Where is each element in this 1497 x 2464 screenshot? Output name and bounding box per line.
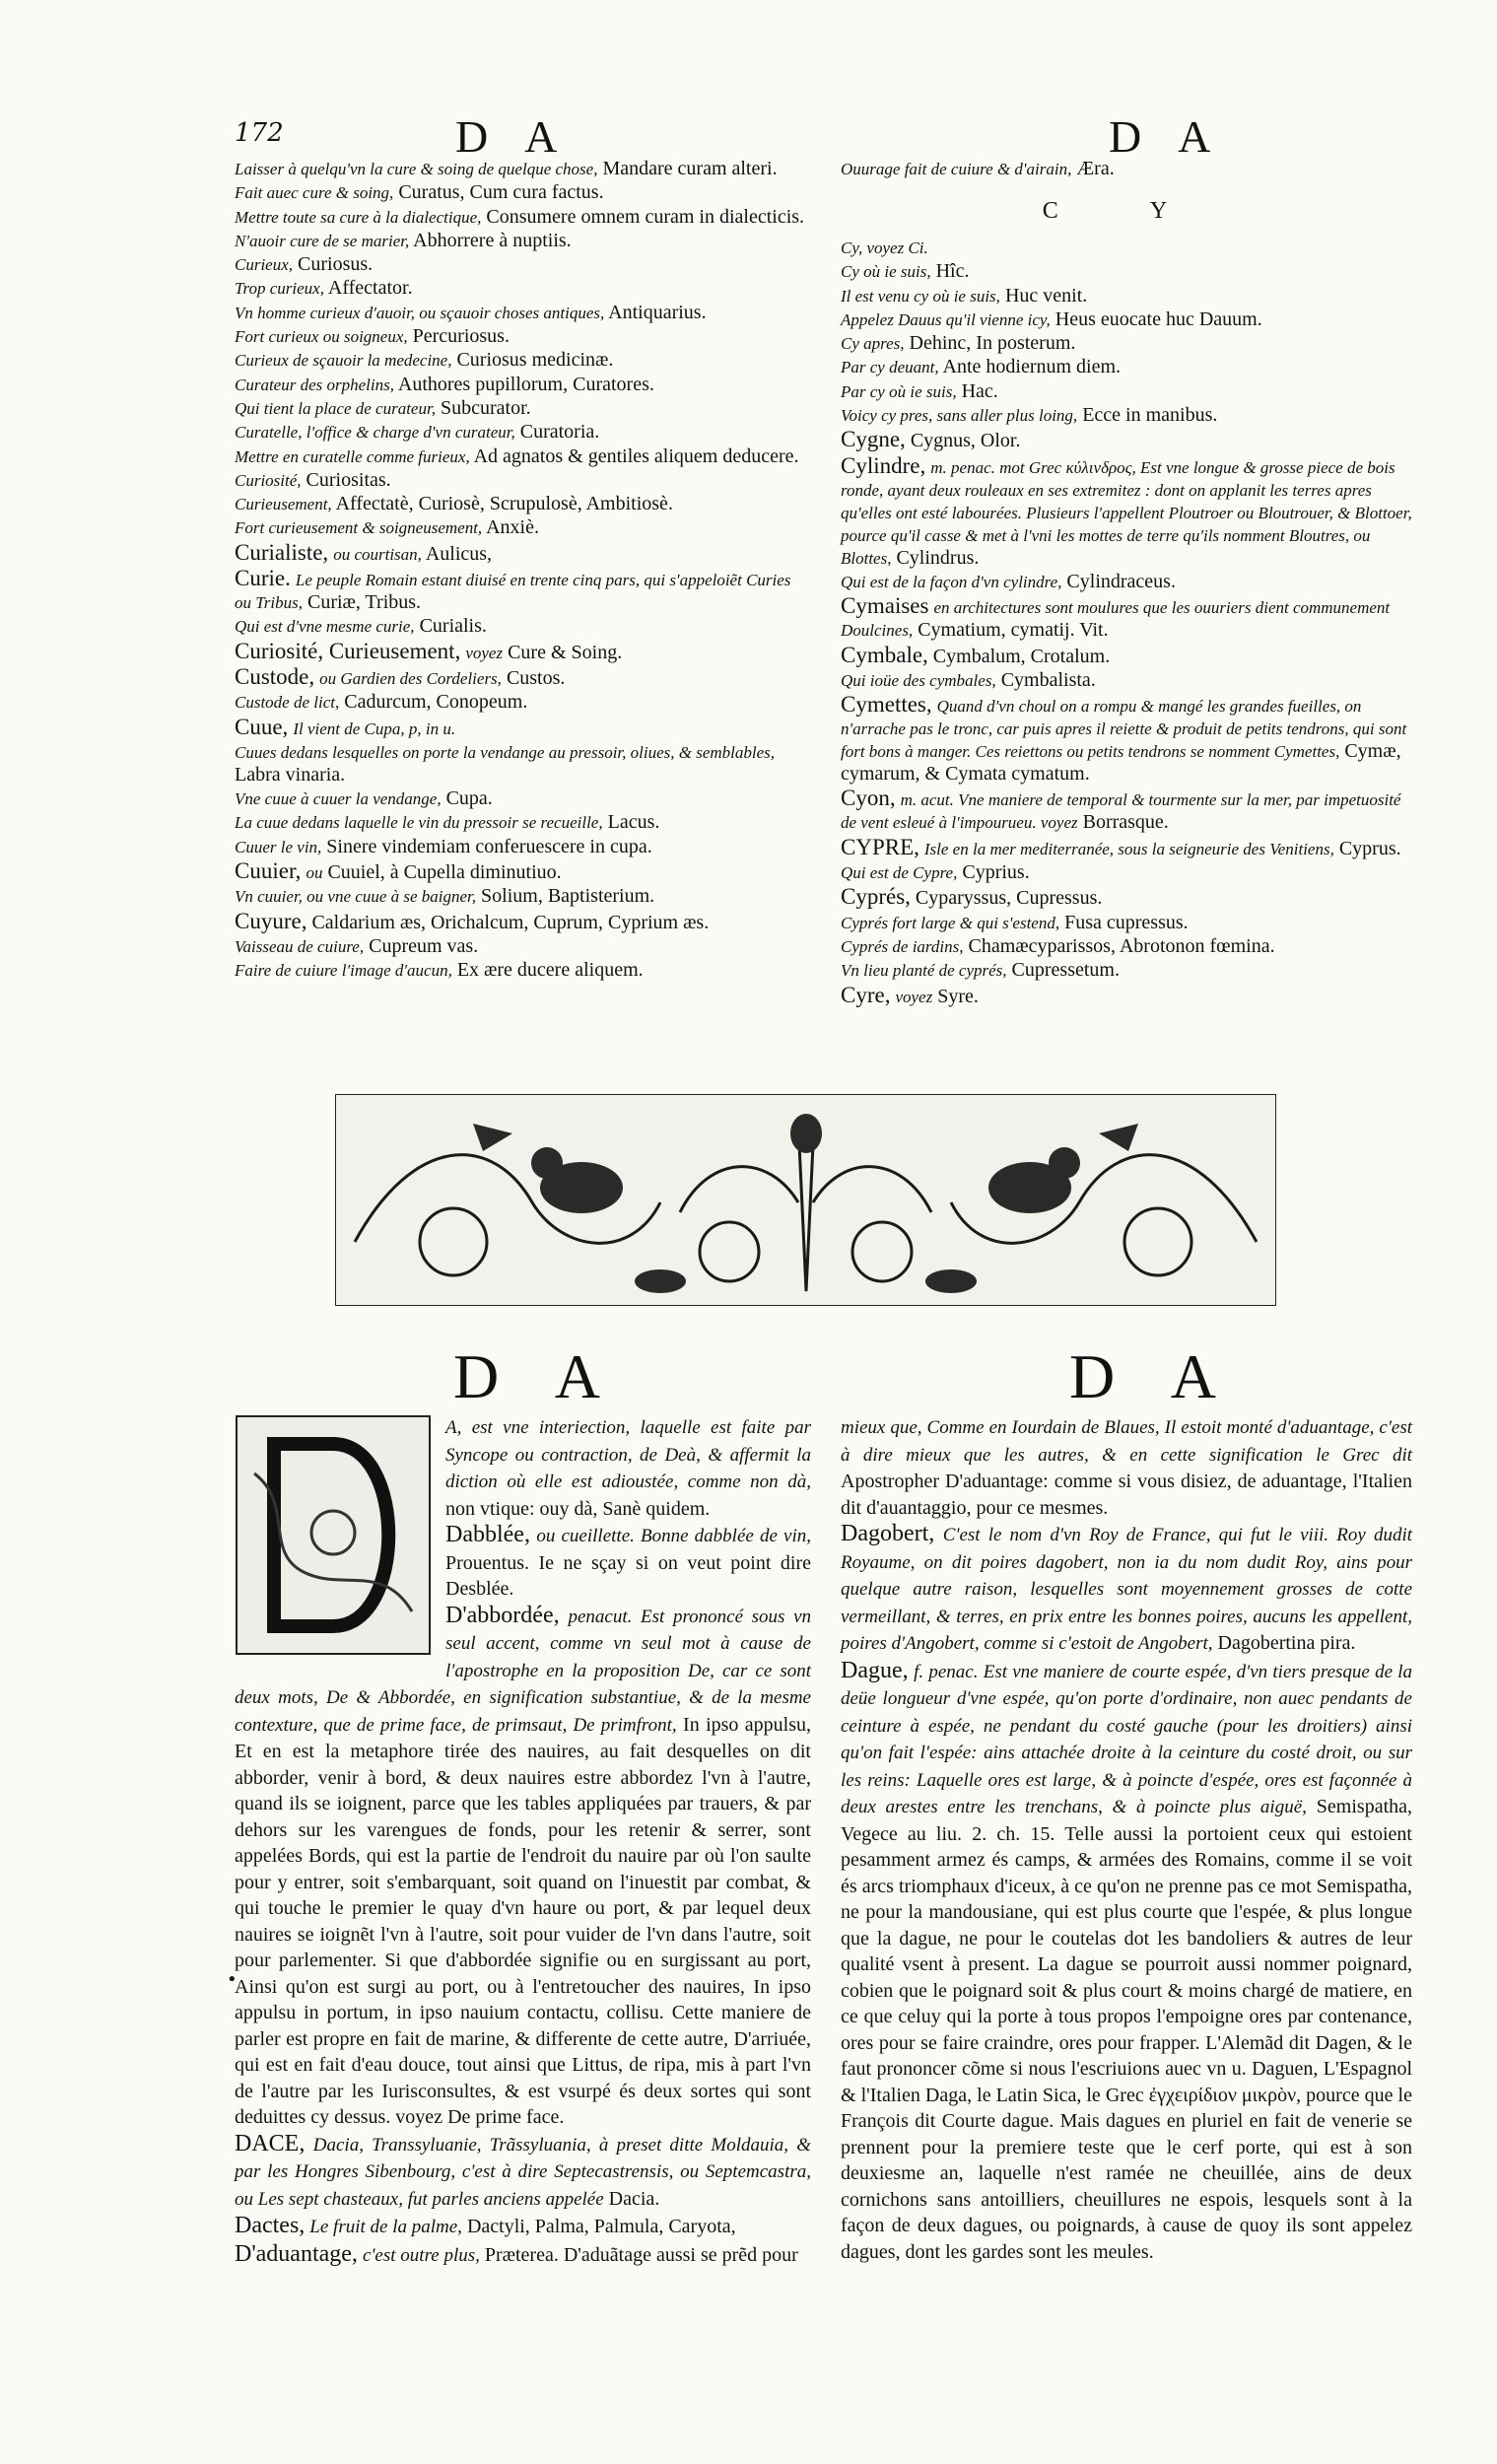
entry-latin-text: Cymbalista. xyxy=(1000,668,1096,691)
ornamental-band-image xyxy=(335,1094,1276,1306)
entry-latin-text: Ex ære ducere aliquem. xyxy=(456,959,644,982)
dictionary-entry xyxy=(235,741,811,787)
section-head-da-right: D A xyxy=(1069,1341,1238,1411)
entry-latin-text: Huc venit. xyxy=(1004,284,1088,307)
entry-french-gloss: Qui ioüe des cymbales, xyxy=(841,670,996,690)
entry-latin-text: Cyprus. xyxy=(1338,837,1401,859)
entry-latin-text: Percuriosus. xyxy=(412,325,510,348)
entry-headword: Cyre, xyxy=(841,982,891,1007)
entry-latin-text: Custos. xyxy=(506,666,566,689)
entry-latin-text: Cylindrus. xyxy=(896,546,980,569)
dictionary-entry xyxy=(841,158,1412,180)
entry-latin-text: Cylindraceus. xyxy=(1066,570,1176,592)
entry-headword: Cymbale, xyxy=(841,642,928,667)
dictionary-entry xyxy=(841,285,1412,308)
entry-latin-text: Cupreum vas. xyxy=(369,934,479,957)
entry-latin-text: Curiosus. xyxy=(298,253,374,276)
entry-latin-text: Lacus. xyxy=(607,811,660,834)
entry-latin-text: Cure & Soing. xyxy=(508,641,623,663)
section-heading-cy: C Y xyxy=(1042,198,1211,224)
entry-latin-text: Æra. xyxy=(1076,158,1115,179)
entry-french-gloss: f. penac. Est vne maniere de courte espée, d'vn tiers presque de la deüe longueur d'vne espée, qu'on porte d'ordinaire, non auec pendants de ceinture à espée, ne pendant du costé gauche (pour les droitiers) ainsi qu'on fait l'espée: ains attachée droite à la ceinture du costé droit, ou sur les reins: Laquelle ores est large, & à poincte d'espée, ores est façonnée à deux arestes entre les trenchans, & à poincte plus aiguë, xyxy=(841,1661,1413,1817)
dictionary-entry xyxy=(235,1603,811,2131)
entry-french-gloss: Qui est d'vne mesme curie, xyxy=(235,617,415,637)
entry-french-gloss: Il est venu cy où ie suis, xyxy=(841,286,1000,306)
entry-french-gloss: Cy, voyez Ci. xyxy=(841,239,928,257)
dictionary-entry xyxy=(235,2213,811,2241)
entry-french-gloss: Fort curieusement & soigneusement, xyxy=(235,518,483,538)
dictionary-entry xyxy=(841,885,1412,910)
dictionary-entry xyxy=(235,910,811,934)
entry-french-gloss: voyez xyxy=(895,987,933,1006)
dictionary-entry xyxy=(841,1658,1412,2266)
dictionary-entry xyxy=(235,253,811,276)
entry-french-gloss: Cy où ie suis, xyxy=(841,262,931,282)
entry-french-gloss: Mettre toute sa cure à la dialectique, xyxy=(235,207,482,227)
section-head-da-left: D A xyxy=(453,1341,622,1411)
entry-headword: Curialiste, xyxy=(235,539,329,565)
column-bottom-left xyxy=(235,1414,811,2269)
entry-french-gloss: ou Gardien des Cordeliers, xyxy=(319,668,502,688)
dictionary-entry xyxy=(235,469,811,492)
entry-latin-text: Dehinc, In posterum. xyxy=(909,332,1076,355)
entry-headword: Cymettes, xyxy=(841,692,932,718)
entry-headword: CYPRE, xyxy=(841,834,919,859)
entry-french-gloss: Le fruit de la palme, xyxy=(309,2217,462,2237)
dictionary-entry xyxy=(235,541,811,566)
dictionary-entry xyxy=(235,691,811,714)
entry-french-gloss: La cuue dedans laquelle le vin du pressoir se recueille, xyxy=(235,813,603,833)
dictionary-entry xyxy=(841,428,1412,452)
entry-latin-text: Heus euocate huc Dauum. xyxy=(1055,308,1262,330)
entry-french-gloss: Vaisseau de cuiure, xyxy=(235,936,365,956)
entry-latin-text: non vtique: ouy dà, Sanè quidem. xyxy=(445,1497,711,1520)
entry-headword: Cuue, xyxy=(235,714,289,739)
entry-latin-text: Dacia. xyxy=(608,2187,660,2210)
dictionary-entry xyxy=(235,493,811,515)
entry-french-gloss: Cyprés fort large & qui s'estend, xyxy=(841,913,1060,932)
entry-latin-text: Cygnus, Olor. xyxy=(910,430,1021,452)
entry-latin-text: Affectatè, Curiosè, Scrupulosè, Ambitiosè. xyxy=(335,493,673,515)
dictionary-entry xyxy=(235,302,811,324)
entry-latin-text: Syre. xyxy=(937,985,979,1007)
entry-latin-text: Curatus, Cum cura factus. xyxy=(398,181,604,204)
entry-french-gloss: Il vient de Cupa, p, in u. xyxy=(293,719,456,738)
dictionary-entry xyxy=(235,885,811,908)
dictionary-entry xyxy=(235,665,811,690)
dictionary-entry xyxy=(841,1414,1412,1521)
entry-french-gloss: Vn cuuier, ou vne cuue à se baigner, xyxy=(235,887,477,907)
entry-headword: D'aduantage, xyxy=(235,2240,358,2267)
dictionary-entry xyxy=(235,421,811,444)
entry-french-gloss: Appelez Dauus qu'il vienne icy, xyxy=(841,309,1051,329)
entry-french-gloss: Curiosité, xyxy=(235,470,302,490)
entry-french-gloss: ou xyxy=(306,863,323,883)
dictionary-entry xyxy=(235,445,811,468)
entry-latin-text: Apostropher D'aduantage: comme si vous disiez, de aduantage, l'Italien dit d'auantaggio, pour ce mesmes. xyxy=(841,1471,1412,1519)
entry-latin-text: Cyprius. xyxy=(962,861,1030,884)
entry-latin-text: Ad agnatos & gentiles aliquem deducere. xyxy=(473,445,799,467)
entry-latin-text: Hîc. xyxy=(935,260,970,283)
dictionary-entry xyxy=(235,640,811,664)
entry-headword: Cygne, xyxy=(841,427,906,452)
entry-latin-text: Anxiè. xyxy=(486,516,539,539)
entry-french-gloss: Fort curieux ou soigneux, xyxy=(235,327,408,347)
entries-continued xyxy=(841,158,1412,180)
entry-headword: Cyon, xyxy=(841,786,896,811)
dictionary-entry xyxy=(841,594,1412,642)
entry-latin-text: Curiæ, Tribus. xyxy=(306,591,422,614)
entry-french-gloss: Curatelle, l'office & charge d'vn curateur, xyxy=(235,423,515,443)
dictionary-entry xyxy=(235,935,811,958)
entry-french-gloss: Fait auec cure & soing, xyxy=(235,183,394,203)
dictionary-entry xyxy=(235,397,811,420)
entry-french-gloss: Dacia, Transsyluanie, Trãssyluania, à preset ditte Moldauia, & par les Hongres Sibenbourg, c'est à dire Septecastrensis, ou Septemcastra, ou Les sept chasteaux, fut parles anciens appelée xyxy=(235,2134,811,2210)
entry-latin-text: Curiositas. xyxy=(306,468,391,491)
dictionary-entry xyxy=(841,571,1412,593)
entry-headword: DACE, xyxy=(235,2130,306,2156)
entry-latin-text: Consumere omnem curam in dialecticis. xyxy=(486,205,805,228)
entry-french-gloss: Voicy cy pres, sans aller plus loing, xyxy=(841,406,1078,426)
dictionary-entry xyxy=(841,454,1412,570)
entry-latin-text: Authores pupillorum, Curatores. xyxy=(397,373,654,395)
dictionary-entry xyxy=(235,716,811,740)
entry-french-gloss: Par cy où ie suis, xyxy=(841,381,957,401)
entry-headword: Cuuier, xyxy=(235,858,302,884)
entry-latin-text: In ipso appulsu, Et en est la metaphore tirée des nauires, au fait desquelles on dit abborder, venir à bord, & deux nauires estre abbordez l'vn à l'autre, quand ils se ioignent, parce que les tables appliquées par trauers, & par dehors sur les varengues de fonds, pour les retenir & serrer, sont appelées Bords, qui est la partie de l'endroit du nauire par où l'on saulte pour y entrer, soit s'embarquant, soit quand on l'inuestit par combat, & qui touche le premier le quay d'vn haure ou port, & par lequel deux nauires se ioignẽt l'vn à l'autre, soit pour vuider de l'vn dans l'autre, soit pour parlementer. Si que d'abbordée signifie ou en surgissant au port, Ainsi qu'on est surgi au port, ou à l'entretoucher des nauires, In ipso appulsu in portum, in ipso nauium contactu, collisu. Cette maniere de parler est propre en fait de marine, & differente de cette autre, D'arriuée, qui est en fait d'eau douce, tout ainsi que Littus, de ripa, mis à part l'vn de l'autre par les Iurisconsultes, & est vsurpé és deux sortes qui sont deduittes cy dessus. voyez De prime face. xyxy=(235,1713,812,2128)
dictionary-entry xyxy=(235,859,811,884)
entry-headword: Cymaises xyxy=(841,593,929,619)
entry-french-gloss: Cyprés de iardins, xyxy=(841,936,964,956)
dictionary-entry xyxy=(235,836,811,858)
dictionary-entry xyxy=(841,693,1412,786)
entry-french-gloss: C'est le nom d'vn Roy de France, qui fut le viii. Roy dudit Royaume, on dit poires dagobert, non ia du nom dudit Roy, ains pour quelque autre raison, lesquelles sont moyennement grosses de cotte vermeillant, & terres, en prix entre les bonnes poires, aucuns les appellent, poires d'Angobert, comme si c'estoit de Angobert, xyxy=(841,1525,1413,1654)
entry-french-gloss: A, est vne interiection, laquelle est faite par Syncope ou contraction, de Deà, & affermit la diction où elle est adioustée, comme non dà, xyxy=(445,1417,811,1492)
entry-latin-text: Fusa cupressus. xyxy=(1064,911,1189,933)
dictionary-entry xyxy=(841,356,1412,378)
dictionary-entry xyxy=(235,811,811,834)
entry-headword: Cuyure, xyxy=(235,908,307,933)
entry-french-gloss: Qui tient la place de curateur, xyxy=(235,398,436,418)
entry-latin-text: Cymæ, cymarum, & Cymata cymatum. xyxy=(841,740,1401,786)
dictionary-entry xyxy=(235,374,811,396)
entries-cy xyxy=(841,237,1412,1008)
entry-latin-text: Ecce in manibus. xyxy=(1082,404,1218,427)
dictionary-entry xyxy=(235,2131,811,2214)
decorated-initial-d-image xyxy=(235,1414,432,1656)
entry-french-gloss: m. penac. mot Grec κύλινδρος, Est vne longue & grosse piece de bois ronde, ayant deux rouleaux en ses extremitez : dont on applanit les terres apres qu'elles ont esté labourées. Plusieurs l'appellent Ploutroer ou Bloutrouer, & Blottoer, pource qu'il casse & met à l'vni les mottes de terre qu'ils nomment Bloutres, ou Blottes, xyxy=(841,457,1412,568)
entry-latin-text: Cuuiel, à Cupella diminutiuo. xyxy=(327,861,562,884)
column-top-right xyxy=(841,158,1412,1009)
entry-french-gloss: c'est outre plus, xyxy=(362,2244,480,2266)
entry-latin-text: Curiosus medicinæ. xyxy=(456,349,614,372)
dictionary-entry xyxy=(841,984,1412,1008)
dictionary-entry xyxy=(235,325,811,348)
entry-latin-text: Caldarium æs, Orichalcum, Cuprum, Cyprium æs. xyxy=(311,911,710,933)
entry-latin-text: Mandare curam alteri. xyxy=(602,158,778,179)
dictionary-entry xyxy=(841,1521,1412,1658)
entry-french-gloss: ou cueillette. Bonne dabblée de vin, xyxy=(536,1526,811,1546)
entry-latin-text: Solium, Baptisterium. xyxy=(481,885,655,908)
dictionary-entry xyxy=(235,567,811,614)
dictionary-entry xyxy=(235,277,811,300)
entry-french-gloss: Vn homme curieux d'auoir, ou sçauoir choses antiques, xyxy=(235,303,605,322)
dictionary-entry xyxy=(841,861,1412,884)
entry-french-gloss: mieux que, Comme en Iourdain de Blaues, Il estoit monté d'aduantage, c'est à dire mieux que les autres, & en cette signification le Grec dit xyxy=(841,1417,1412,1466)
entry-headword: Cyprés, xyxy=(841,884,911,910)
dictionary-entry xyxy=(841,836,1412,860)
dictionary-entry xyxy=(235,206,811,229)
entry-latin-text: Borrasque. xyxy=(1082,811,1169,834)
entry-french-gloss: N'auoir cure de se marier, xyxy=(235,231,410,250)
entry-latin-text: Antiquarius. xyxy=(608,301,707,323)
entry-headword: Dactes, xyxy=(235,2213,306,2238)
entry-latin-text: Ante hodiernum diem. xyxy=(942,356,1122,378)
column-top-left xyxy=(235,158,811,984)
entry-headword: Cylindre, xyxy=(841,452,926,478)
entry-latin-text: Dagobertina pira. xyxy=(1217,1632,1356,1654)
entry-latin-text: Hac. xyxy=(961,379,998,402)
entry-french-gloss: Faire de cuiure l'image d'aucun, xyxy=(235,961,452,981)
entry-french-gloss: Qui est de la façon d'vn cylindre, xyxy=(841,572,1062,591)
entry-french-gloss: Custode de lict, xyxy=(235,693,340,713)
dictionary-entry xyxy=(235,349,811,372)
entry-latin-text: Curatoria. xyxy=(519,421,600,444)
entry-latin-text: Curialis. xyxy=(419,615,487,638)
dictionary-entry xyxy=(235,230,811,252)
entry-latin-text: Affectator. xyxy=(327,277,413,300)
entry-latin-text: Cymatium, cymatij. Vit. xyxy=(918,619,1109,642)
entry-latin-text: Cupressetum. xyxy=(1011,959,1120,982)
entry-latin-text: Labra vinaria. xyxy=(235,763,346,786)
dictionary-entry xyxy=(841,260,1412,283)
dictionary-entry xyxy=(235,787,811,810)
margin-bullet: • xyxy=(227,1969,238,1990)
entry-latin-text: Aulicus, xyxy=(425,542,493,565)
entry-french-gloss: Trop curieux, xyxy=(235,279,324,299)
dictionary-entry xyxy=(841,380,1412,403)
running-head-left: D A xyxy=(455,111,572,162)
dictionary-entry xyxy=(841,669,1412,692)
entry-french-gloss: Mettre en curatelle comme furieux, xyxy=(235,446,470,466)
entry-french-gloss: ou courtisan, xyxy=(333,544,422,564)
dictionary-entry xyxy=(235,181,811,204)
entry-french-gloss: en architectures sont moulures que les ouuriers dient communement Doulcines, xyxy=(841,598,1391,641)
entry-latin-text: Cyparyssus, Cupressus. xyxy=(915,887,1103,910)
entry-latin-text: Semispatha, Vegece au liu. 2. ch. 15. Telle aussi la portoient ceux qui estoient pesamment armez és camps, & armées des Romains, comme il se voit és arcs triomphaux d'iceux, à ce qu'on ne prenne pas ce mot Semispatha, ne pour la mandousiane, qui est plus courte que l'espée, & plus longue que la dague, ne pour le coutelas dot les bandoliers & autres de leur qualité vsent à present. La dague se pourroit aussi nommer poignard, cobien que le poignard soit & plus court & moins chargé de matiere, en ce que celuy qui la porte à tous propos l'empoigne ores par contenance, ores pour se faire craindre, ores pour frapper. L'Alemãd dit Dagen, & le faut prononcer cõme si nous l'escriuions auec vn u. Daguen, L'Espagnol & l'Italien Daga, le Latin Sica, le Grec ἐγχειρίδιον μικρὸν, pource que le François dit Courte dague. Mais dagues en pluriel en fait de venerie se prennent pour la premiere teste que le cerf porte, qui est à son deuxiesme an, laquelle n'est ramée ne cheuillée, ains de deux cornichons sans antoilliers, cheuillures ne espois, lesquels sont à la façon de deux dagues, ou poignards, à cause de quoy ils sont appelez dagues, dont les gardes sont les meules. xyxy=(841,1796,1413,2263)
entry-french-gloss: Curieux, xyxy=(235,255,294,275)
dictionary-entry xyxy=(841,308,1412,331)
entry-french-gloss: penacut. Est prononcé sous vn seul accent, comme vn seul mot à cause de l'apostrophe en la proposition De, car ce sont deux mots, De & Abbordée, en signification substantiue, & de la mesme contexture, que de prime face, de primsaut, De primfront, xyxy=(235,1606,812,1736)
entry-french-gloss: voyez xyxy=(465,643,504,662)
dictionary-entry xyxy=(841,332,1412,355)
entry-french-gloss: Laisser à quelqu'vn la cure & soing de quelque chose, xyxy=(235,160,598,178)
dictionary-entry xyxy=(841,912,1412,934)
dictionary-entry xyxy=(235,615,811,638)
entry-french-gloss: Vn lieu planté de cyprés, xyxy=(841,961,1007,981)
dictionary-entry xyxy=(841,404,1412,427)
page-number: 172 xyxy=(235,118,284,148)
entry-latin-text: Cymbalum, Crotalum. xyxy=(932,645,1111,667)
dictionary-entry xyxy=(235,959,811,982)
entry-french-gloss: m. acut. Vne maniere de temporal & tourmente sur la mer, par impetuosité de vent esleué à l'impourueu. voyez xyxy=(841,790,1401,833)
entry-french-gloss: Cy apres, xyxy=(841,334,905,354)
entry-latin-text: Chamæcyparissos, Abrotonon fœmina. xyxy=(968,934,1275,957)
dictionary-entry xyxy=(841,959,1412,982)
entry-latin-text: Præterea. D'aduãtage aussi se prẽd pour xyxy=(484,2243,798,2266)
entry-headword: Curiosité, Curieusement, xyxy=(235,638,461,663)
entry-headword: D'abbordée, xyxy=(445,1602,560,1628)
entry-french-gloss: Cuuer le vin, xyxy=(235,837,322,856)
entry-french-gloss: Curieusement, xyxy=(235,495,332,514)
dictionary-entry xyxy=(841,787,1412,834)
entry-french-gloss: Curateur des orphelins, xyxy=(235,375,394,394)
entry-headword: Curie. xyxy=(235,566,291,591)
entry-french-gloss: Qui est de Cypre, xyxy=(841,863,958,883)
entry-headword: Dabblée, xyxy=(445,1522,530,1547)
entry-latin-text: Prouentus. Ie ne sçay si on veut point dire Desblée. xyxy=(445,1551,811,1600)
entry-latin-text: Abhorrere à nuptiis. xyxy=(413,229,572,251)
entry-latin-text: Cadurcum, Conopeum. xyxy=(344,691,528,714)
dictionary-entry xyxy=(841,237,1412,259)
dictionary-entry xyxy=(235,2241,811,2270)
dictionary-entry xyxy=(841,935,1412,958)
dictionary-entry xyxy=(235,516,811,539)
entry-french-gloss: Isle en la mer mediterranée, sous la seigneurie des Venitiens, xyxy=(923,839,1334,858)
dictionary-entry xyxy=(841,644,1412,668)
entry-headword: Custode, xyxy=(235,663,315,689)
entry-french-gloss: Quand d'vn choul on a rompu & mangé les grandes fueilles, on n'arrache pas le tronc, car puis apres il reiette & produit de petits tendrons, qui sont fort bons à manger. Ces reiettons ou petits tendrons se nomment Cymettes, xyxy=(841,697,1407,762)
entry-latin-text: Cupa. xyxy=(445,787,493,810)
entry-french-gloss: Vne cuue à cuuer la vendange, xyxy=(235,789,442,809)
column-bottom-right xyxy=(841,1414,1412,2265)
entry-latin-text: Subcurator. xyxy=(440,396,531,419)
entry-latin-text: Sinere vindemiam conferuescere in cupa. xyxy=(326,835,652,857)
entry-headword: Dagobert, xyxy=(841,1521,935,1546)
entry-french-gloss: Curieux de sçauoir la medecine, xyxy=(235,351,452,371)
entry-french-gloss: Cuues dedans lesquelles on porte la vendange au pressoir, oliues, & semblables, xyxy=(235,742,776,762)
running-head-right: D A xyxy=(1109,111,1225,162)
dictionary-entry xyxy=(235,158,811,180)
entry-french-gloss: Par cy deuant, xyxy=(841,358,939,377)
entry-french-gloss: Le peuple Romain estant diuisé en trente cinq pars, qui s'appeloiẽt Curies ou Tribus, xyxy=(235,571,791,613)
entry-french-gloss: Ouurage fait de cuiure & d'airain, xyxy=(841,160,1072,178)
entry-headword: Dague, xyxy=(841,1657,909,1683)
entry-latin-text: Dactyli, Palma, Palmula, Caryota, xyxy=(466,2216,736,2237)
